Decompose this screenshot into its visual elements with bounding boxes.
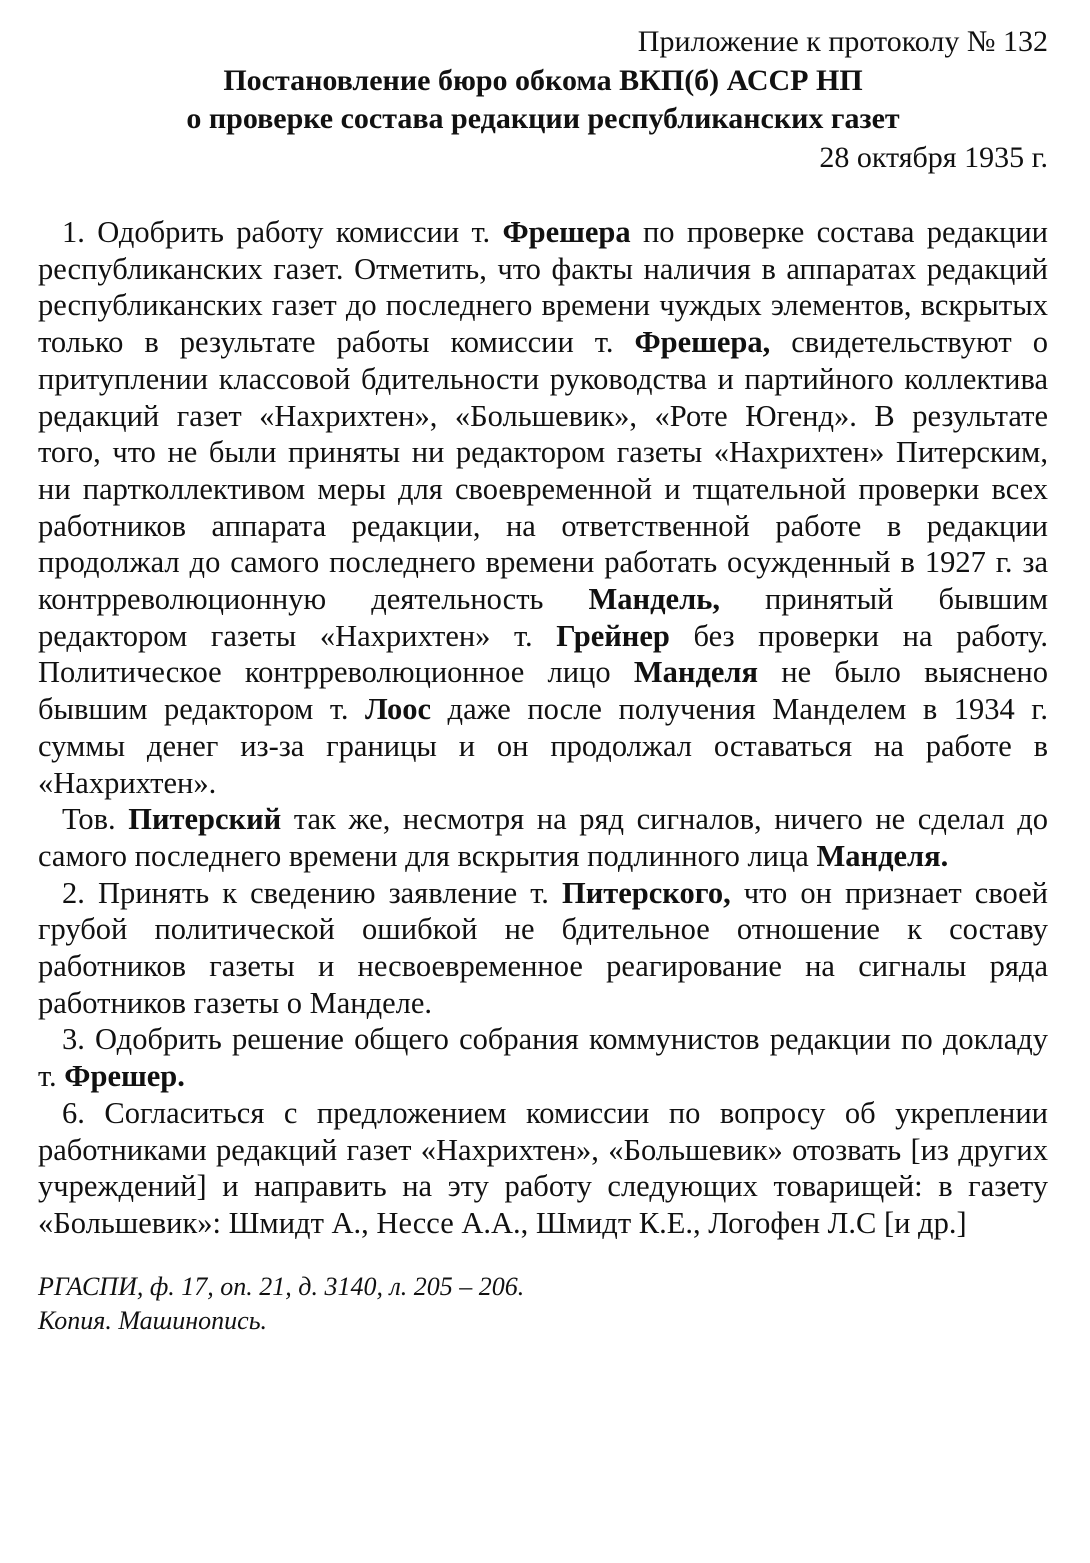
bold-name: Питерского, — [561, 875, 731, 910]
bold-name: Грейнер — [556, 618, 670, 653]
bold-name: Лоос — [365, 692, 432, 727]
text-run: свидетельствуют о притуплении классовой бдительности руководства и партийного коллектива редакций газет «Нахрихтен», «Большевик», «Роте Югенд». В результате того, что не были приняты ни редактором газеты «Нахрихтен» Питерским, ни партколлективом меры для своевременной и тщательной проверки всех работников аппарата редакции, на ответственной работе в редакции продолжал до самого последнего времени работать осужденный в 1927 г. за контрреволюционную деятельность — [38, 325, 1048, 617]
bold-name: Фрешера, — [634, 325, 771, 360]
text-run: принятый бывшим редактором газеты «Нахрихтен» т. — [38, 582, 1048, 653]
bold-name: Фрешера — [502, 215, 631, 249]
text-run: 3. Одобрить решение общего собрания коммунистов редакции по докладу т. — [38, 1022, 1048, 1094]
archive-citation: РГАСПИ, ф. 17, оп. 21, д. 3140, л. 205 – 206. — [38, 1271, 525, 1301]
text-run: 2. Принять к сведению заявление т. — [62, 875, 562, 910]
bold-name: Манделя. — [816, 838, 949, 873]
text-run: так же, несмотря на ряд сигналов, ничего не сделал до самого последнего времени для вскрытия подлинного лица — [38, 802, 1048, 873]
document-title-line-1: Постановление бюро обкома ВКП(б) АССР НП — [223, 64, 863, 97]
paragraph-2 — [38, 801, 1048, 874]
paragraph-5 — [38, 1095, 1048, 1242]
document-header — [38, 22, 1048, 178]
paragraph-1 — [38, 214, 1048, 801]
bold-name: Мандель, — [588, 582, 720, 617]
paragraph-3 — [38, 875, 1048, 1022]
source-reference — [38, 1270, 1048, 1338]
document-date: 28 октября 1935 г. — [819, 141, 1048, 174]
text-run: даже после получения Манделем в 1934 г. суммы денег из-за границы и он продолжал оставаться на работе в «Нахрихтен». — [38, 692, 1048, 800]
text-run: по проверке состава редакции республиканских газет. Отметить, что факты наличия в аппаратах редакций республиканских газет до последнего времени чуждых элементов, вскрытых только в результате работы комиссии т. — [38, 215, 1048, 360]
appendix-note: Приложение к протоколу № 132 — [637, 25, 1048, 58]
bold-name: Манделя — [633, 655, 759, 690]
document-title-line-2: о проверке состава редакции республиканских газет — [186, 102, 900, 135]
paragraph-4 — [38, 1021, 1048, 1094]
copy-note: Копия. Машинопись. — [38, 1305, 268, 1335]
text-run: Тов. — [62, 802, 129, 837]
bold-name: Фрешер. — [64, 1059, 185, 1094]
text-run: не было выяснено бывшим редактором т. — [38, 655, 1048, 727]
text-run: что он признает своей грубой политической ошибкой не бдительное отношение к составу работников газеты и несвоевременное реагирование на сигналы ряда работников газеты о Манделе. — [38, 875, 1048, 1020]
text-run: 6. Согласиться с предложением комиссии по вопросу об укреплении работниками редакций газет «Нахрихтен», «Большевик» отозвать [из других учреждений] и направить на эту работу следующих товарищей: в газету «Большевик»: Шмидт А., Нессе А.А., Шмидт К.Е., Логофен Л.С [и др.] — [38, 1095, 1048, 1240]
document-body — [38, 214, 1048, 1242]
text-run: 1. Одобрить работу комиссии т. — [62, 215, 503, 249]
text-run: без проверки на работу. Политическое контрреволюционное лицо — [38, 618, 1049, 690]
bold-name: Питерский — [128, 802, 282, 837]
